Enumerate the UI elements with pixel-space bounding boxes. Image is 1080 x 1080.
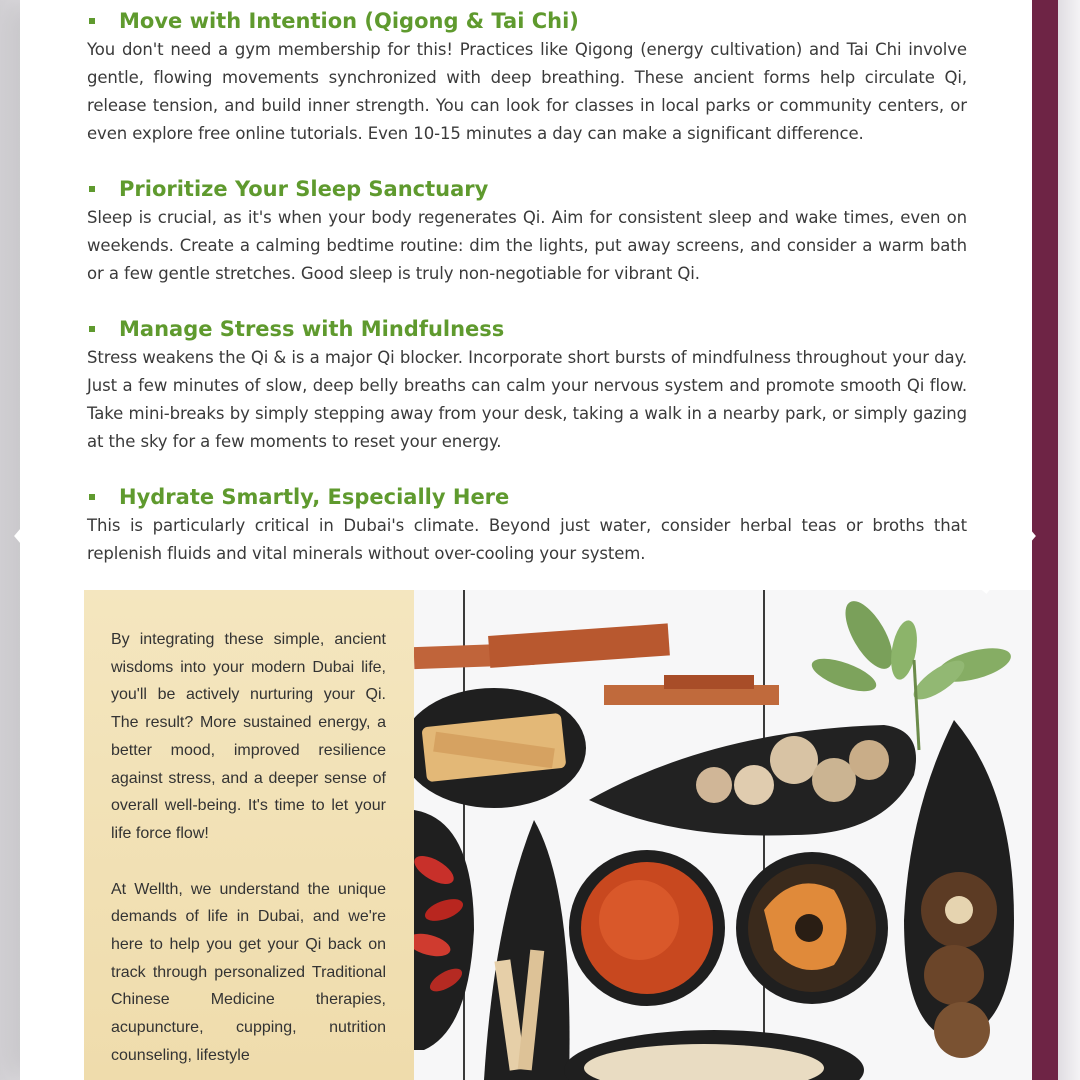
square-bullet-icon: [89, 494, 95, 500]
square-bullet-icon: [89, 18, 95, 24]
square-bullet-icon: [89, 186, 95, 192]
tip-section: [87, 482, 967, 568]
section-heading: [87, 314, 967, 344]
section-heading-text: Hydrate Smartly, Especially Here: [119, 485, 510, 509]
section-body: You don't need a gym membership for this! Practices like Qigong (energy cultivation) and Tai Chi involve gentle, flowing movements synchronized with deep breathing. These ancient forms help circulate Qi, release tension, and build inner strength. You can look for classes in local parks or community centers, or even explore free online tutorials. Even 10-15 minutes a day can make a significant difference.: [87, 40, 967, 143]
section-heading: [87, 482, 967, 512]
article-content: [87, 6, 967, 594]
callout-paragraph: By integrating these simple, ancient wisdoms into your modern Dubai life, you'll be actively nurturing your Qi. The result? More sustained energy, a better mood, improved resilience against stress, and a deeper sense of overall well-being. It's time to let your life force flow!: [111, 631, 386, 842]
herbs-photo: [414, 590, 1032, 1080]
tip-section: [87, 6, 967, 148]
section-heading-text: Prioritize Your Sleep Sanctuary: [119, 177, 489, 201]
section-heading: [87, 174, 967, 204]
square-bullet-icon: [89, 326, 95, 332]
chevron-right-icon[interactable]: [978, 476, 1038, 596]
section-body: Stress weakens the Qi & is a major Qi blocker. Incorporate short bursts of mindfulness throughout your day. Just a few minutes of slow, deep belly breaths can calm your nervous system and promote smooth Qi flow. Take mini-breaks by simply stepping away from your desk, taking a walk in a nearby park, or simply gazing at the sky for a few moments to reset your energy.: [87, 348, 967, 451]
section-body: Sleep is crucial, as it's when your body regenerates Qi. Aim for consistent sleep and wake times, even on weekends. Create a calming bedtime routine: dim the lights, put away screens, and consider a warm bath or a few gentle stretches. Good sleep is truly non-negotiable for vibrant Qi.: [87, 208, 967, 283]
tip-section: [87, 314, 967, 456]
closing-callout-box: [84, 590, 414, 1080]
page-right-edge: [1058, 0, 1080, 1080]
section-heading-text: Move with Intention (Qigong & Tai Chi): [119, 9, 579, 33]
herbs-illustration: [414, 590, 1032, 1080]
tip-section: [87, 174, 967, 288]
callout-paragraph: At Wellth, we understand the unique demands of life in Dubai, and we're here to help you get your Qi back on track through personalized Traditional Chinese Medicine therapies, acupuncture, cupping, nutrition counseling, lifestyle: [111, 880, 386, 1064]
section-body: This is particularly critical in Dubai's climate. Beyond just water, consider herbal teas or broths that replenish fluids and vital minerals without over-cooling your system.: [87, 516, 967, 563]
section-heading-text: Manage Stress with Mindfulness: [119, 317, 505, 341]
section-heading: [87, 6, 967, 36]
chevron-left-icon[interactable]: [12, 476, 72, 596]
